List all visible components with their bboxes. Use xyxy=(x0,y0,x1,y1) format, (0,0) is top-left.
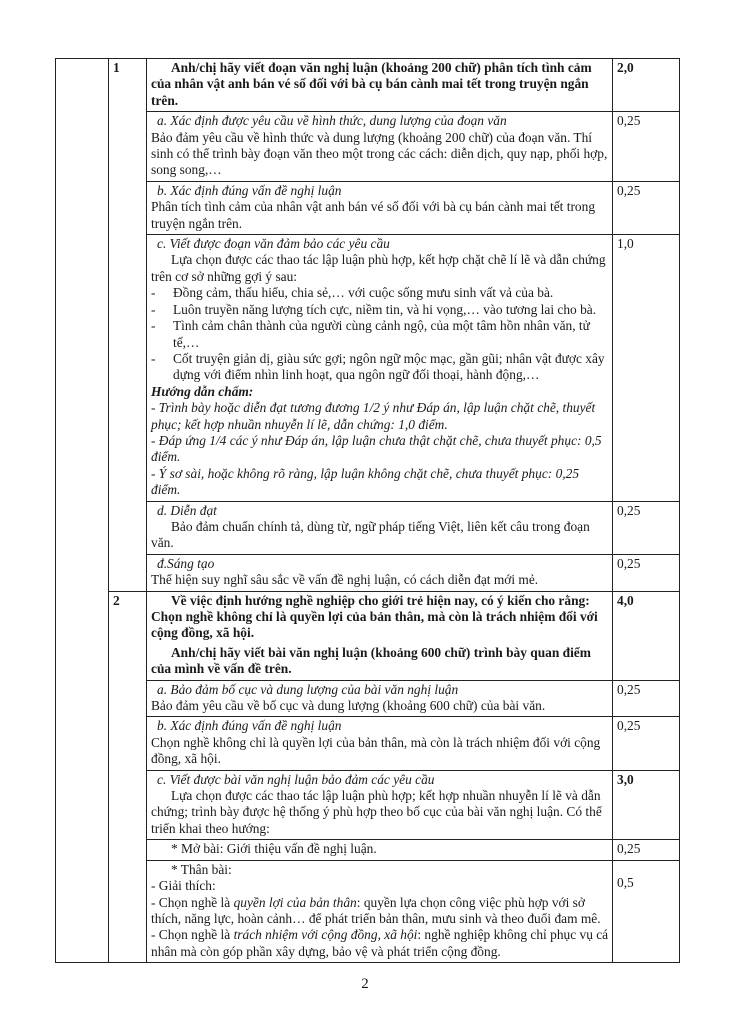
q1-e-body: Thể hiện suy nghĩ sâu sắc về vấn đề nghị luận, có cách diễn đạt mới mẻ. xyxy=(151,572,539,588)
q1-c-guide-item: - Đáp ứng 1/4 các ý như Đáp án, lập luận chưa thật chặt chẽ, chưa thuyết phục: 0,5 điểm. xyxy=(151,432,602,465)
q2-prompt-1: Về việc định hướng nghề nghiệp cho giới trẻ hiện nay, có ý kiến cho rằng: Chọn nghề không chỉ là quyền lợi của bản thân, mà còn là trách nhiệm đối với cộng đồng, xã hội. xyxy=(151,592,598,641)
q2-a-title: a. Bảo đảm bố cục và dung lượng của bài văn nghị luận xyxy=(157,681,459,697)
q2-thanbai-title: * Thân bài: xyxy=(171,861,232,877)
q1-d-title: d. Diễn đạt xyxy=(157,502,217,518)
q1-c-guide-item: - Ý sơ sài, hoặc không rõ ràng, lập luận không chặt chẽ, chưa thuyết phục: 0,25 điểm. xyxy=(151,465,580,498)
q2-thanbai-score: 0,5 xyxy=(613,860,680,962)
q1-criterion-c xyxy=(56,235,680,502)
page-number: 2 xyxy=(361,976,369,992)
q1-criterion-b xyxy=(56,181,680,234)
q2-score: 4,0 xyxy=(613,591,680,680)
q1-e-score: 0,25 xyxy=(613,554,680,591)
q2-thanbai-line-1: - Chọn nghề là quyền lợi của bản thân: quyền lựa chọn công việc phù hợp với sở thích, năng lực, hoàn cảnh… để phát triển bản thân, mưu sinh và theo đuổi đam mê. xyxy=(151,894,601,926)
q1-c-guide-title: Hướng dẫn chấm: xyxy=(151,383,254,399)
q1-c-title: c. Viết được đoạn văn đảm bảo các yêu cầu xyxy=(157,236,390,252)
q2-b-score: 0,25 xyxy=(613,717,680,770)
q2-b-title: b. Xác định đúng vấn đề nghị luận xyxy=(157,718,342,734)
q2-mobai-row xyxy=(56,840,680,860)
q1-b-body: Phân tích tình cảm của nhân vật anh bán vé số đối với bà cụ bán cành mai tết trong truyện ngắn trên. xyxy=(151,199,596,231)
q1-c-bullet: - Cốt truyện giản dị, giàu sức gợi; ngôn ngữ mộc mạc, gần gũi; nhân vật được xây dựng với điểm nhìn linh hoạt, qua ngôn ngữ đối thoại, hành động,… xyxy=(151,350,605,383)
q1-b-title: b. Xác định đúng vấn đề nghị luận xyxy=(157,182,342,198)
q2-mobai-text: * Mở bài: Giới thiệu vấn đề nghị luận. xyxy=(171,841,377,857)
q2-thanbai-sub: - Giải thích: xyxy=(151,878,216,894)
q2-c-title: c. Viết được bài văn nghị luận bảo đảm các yêu cầu xyxy=(157,771,435,787)
q1-b-score: 0,25 xyxy=(613,181,680,234)
q1-c-guide-item: - Trình bày hoặc diễn đạt tương đương 1/2 ý như Đáp án, lập luận chặt chẽ, thuyết phục; kết hợp nhuần nhuyễn lí lẽ, dẫn chứng: 1,0 điểm. xyxy=(151,400,596,432)
q1-c-intro: Lựa chọn được các thao tác lập luận phù hợp, kết hợp chặt chẽ lí lẽ và dẫn chứng trên cơ sở những gợi ý sau: xyxy=(151,252,606,284)
section-column xyxy=(56,59,109,963)
q2-header-row xyxy=(56,591,680,680)
q1-a-score: 0,25 xyxy=(613,112,680,182)
q2-c-score: 3,0 xyxy=(613,770,680,840)
q2-mobai-score: 0,25 xyxy=(613,840,680,860)
q2-b-body: Chọn nghề không chỉ là quyền lợi của bản thân, mà còn là trách nhiệm đối với cộng đồng, xã hội. xyxy=(151,734,601,767)
q2-criterion-c xyxy=(56,770,680,840)
q1-c-score: 1,0 xyxy=(613,235,680,502)
q2-c-body: Lựa chọn được các thao tác lập luận phù hợp; kết hợp nhuần nhuyễn lí lẽ và dẫn chứng; trình bày được hệ thống ý phù hợp theo bố cục của bài văn nghị luận. Có thể triển khai theo hướng: xyxy=(151,788,602,836)
q1-c-bullet: - Tình cảm chân thành của người cùng cảnh ngộ, của một tâm hồn nhân văn, tử tế,… xyxy=(151,318,590,350)
q1-prompt: Anh/chị hãy viết đoạn văn nghị luận (khoảng 200 chữ) phân tích tình cảm của nhân vật anh bán vé số đối với bà cụ bán cành mai tết trong truyện ngắn trên. xyxy=(147,59,613,112)
q2-a-score: 0,25 xyxy=(613,680,680,717)
q2-thanbai-line-2: - Chọn nghề là trách nhiệm với cộng đồng, xã hội: nghề nghiệp không chỉ phục vụ cá nhân mà còn góp phần xây dựng, bảo vệ và phát triển cộng đồng. xyxy=(151,927,609,959)
q2-number: 2 xyxy=(109,591,147,963)
q1-e-title: đ.Sáng tạo xyxy=(157,555,215,571)
q2-thanbai-row xyxy=(56,860,680,962)
q1-criterion-d xyxy=(56,501,680,554)
q1-header-row xyxy=(56,59,680,112)
q1-d-body: Bảo đảm chuẩn chính tả, dùng từ, ngữ pháp tiếng Việt, liên kết câu trong đoạn văn. xyxy=(151,518,590,551)
q2-criterion-a xyxy=(56,680,680,717)
q1-c-bullet: - Đồng cảm, thấu hiểu, chia sẻ,… với cuộc sống mưu sinh vất vả của bà. xyxy=(151,285,554,301)
answer-key-table xyxy=(55,58,680,963)
q1-a-body: Bảo đảm yêu cầu về hình thức và dung lượng (khoảng 200 chữ) của đoạn văn. Thí sinh có thể trình bày đoạn văn theo một trong các cách: diễn dịch, quy nạp, phối hợp, song song,… xyxy=(151,129,608,178)
q2-criterion-b xyxy=(56,717,680,770)
q1-a-title: a. Xác định được yêu cầu về hình thức, dung lượng của đoạn văn xyxy=(157,113,507,129)
q1-d-score: 0,25 xyxy=(613,501,680,554)
q1-number: 1 xyxy=(109,59,147,592)
q2-prompt-2: Anh/chị hãy viết bài văn nghị luận (khoảng 600 chữ) trình bày quan điểm của mình về vấn đề trên. xyxy=(151,644,591,677)
q2-a-body: Bảo đảm yêu cầu về bố cục và dung lượng (khoảng 600 chữ) của bài văn. xyxy=(151,698,546,714)
q1-score: 2,0 xyxy=(613,59,680,112)
q1-criterion-e xyxy=(56,554,680,591)
q1-c-bullet: - Luôn truyền năng lượng tích cực, niềm tin, và hi vọng,… vào tương lai cho bà. xyxy=(151,301,597,317)
q1-criterion-a xyxy=(56,112,680,182)
